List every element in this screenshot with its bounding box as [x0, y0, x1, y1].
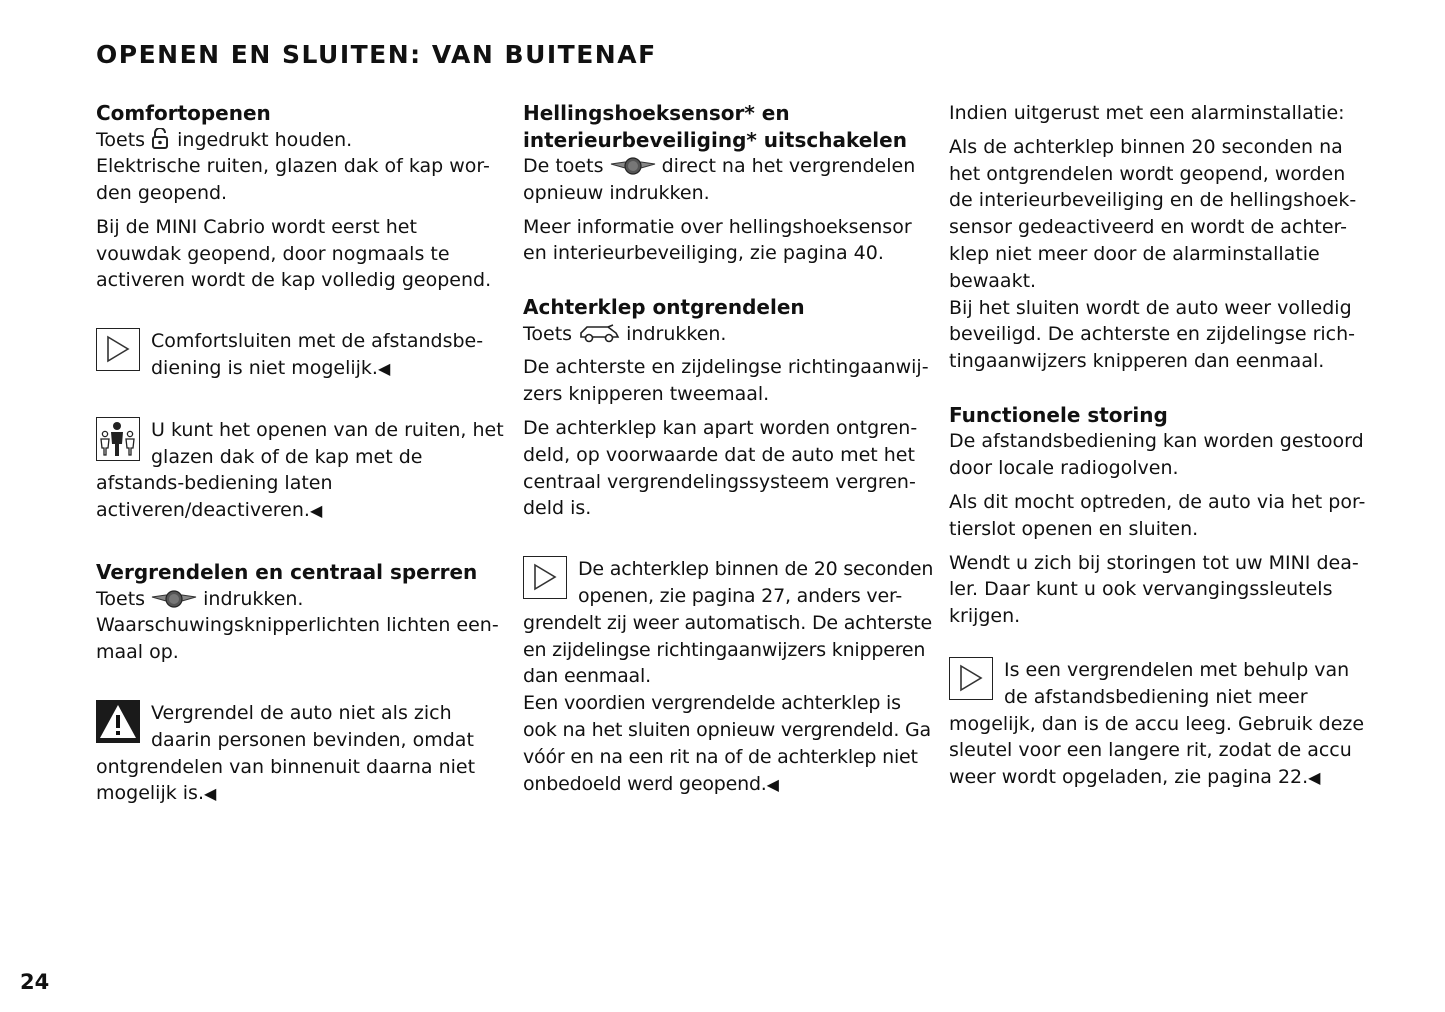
paragraph-cabrio: Bij de MINI Cabrio wordt eerst het vouwdak geopend, door nogmaals te activeren wordt de kap volledig geopend. — [96, 215, 492, 292]
note-comfortsluiten-text: Comfortsluiten met de afstandsbe-diening is niet mogelijk. — [151, 330, 484, 380]
paragraph-vergrendelen — [96, 586, 508, 666]
car-tailgate-icon — [578, 324, 620, 344]
helling-key-text-b: direct na het vergrendelen opnieuw indrukken. — [523, 155, 916, 204]
heading-functionele-storing: Functionele storing — [949, 402, 1168, 427]
heading-achterklep: Achterklep ontgrendelen — [523, 295, 805, 320]
end-of-section-icon: ◀ — [309, 501, 323, 521]
page-number: 24 — [20, 970, 50, 994]
end-of-section-icon: ◀ — [203, 784, 217, 804]
verg-key-text-a: Toets — [96, 587, 146, 610]
note-comfortsluiten — [96, 328, 508, 383]
note-triangle-icon — [523, 556, 567, 599]
alarm-text-a: Als de achterklep binnen 20 seconden na het ontgrendelen wordt geopend, worden de interieurbeveiliging en de hellingshoek-sensor gedeactiveerd en wordt de achter-klep niet meer door de alarminstallatie bewaakt. — [949, 135, 1357, 292]
note-accu — [949, 657, 1369, 792]
comfort-windows-text: Elektrische ruiten, glazen dak of kap wor-den geopend. — [96, 155, 490, 205]
mini-logo-button-icon — [610, 156, 656, 176]
unlock-icon — [151, 128, 171, 150]
ak-key-text-a: Toets — [523, 322, 573, 345]
note-triangle-icon — [96, 328, 140, 371]
column-left — [96, 100, 508, 815]
verg-key-text-b: indrukken. — [203, 587, 304, 610]
end-of-section-icon: ◀ — [1308, 768, 1321, 788]
helling-key-text-a: De toets — [523, 155, 604, 177]
heading-comfortopenen: Comfortopenen — [96, 101, 271, 125]
people-safety-icon — [96, 417, 140, 461]
paragraph-alarm — [949, 134, 1369, 375]
paragraph-storing-radio: De afstandsbediening kan worden gestoord door locale radiogolven. — [949, 430, 1364, 480]
note-triangle-icon — [949, 657, 993, 700]
note-accu-text: Is een vergrendelen met behulp van de afstandsbediening niet meer mogelijk, dan is de accu leeg. Gebruik deze sleutel voor een langere rit, zodat de accu weer wordt opgeladen, zie pagina 22. — [949, 659, 1365, 789]
end-of-section-icon: ◀ — [766, 774, 779, 794]
comfort-key-text-a: Toets — [96, 128, 146, 151]
paragraph-storing-portierslot: Als dit mocht optreden, de auto via het por-tierslot openen en sluiten. — [949, 491, 1366, 540]
paragraph-achterklep-blink: De achterste en zijdelingse richtingaanwij-zers knipperen tweemaal. — [523, 356, 929, 406]
paragraph-achterklep-apart: De achterklep kan apart worden ontgren-deld, op voorwaarde dat de auto met het centraal vergrendelingssysteem vergren-deld is. — [523, 417, 918, 520]
column-middle — [523, 100, 935, 805]
warning-text: Vergrendel de auto niet als zich daarin personen bevinden, omdat ontgrendelen van binnenuit daarna niet mogelijk is. — [96, 701, 476, 805]
warning-vergrendel — [96, 700, 508, 808]
paragraph-comfort-key — [96, 127, 508, 207]
paragraph-achterklep-key — [523, 321, 935, 348]
paragraph-storing-dealer: Wendt u zich bij storingen tot uw MINI dea-ler. Daar kunt u ook vervangingssleutels krijgen. — [949, 551, 1359, 628]
paragraph-helling-info: Meer informatie over hellingshoeksensor en interieurbeveiliging, zie pagina 40. — [523, 215, 912, 265]
note-achterklep-text-2: Een voordien vergrendelde achterklep is ook na het sluiten opnieuw vergrendeld. Ga vóór en na een rit na of de achterklep niet onbedoeld werd geopend. — [523, 692, 932, 795]
paragraph-helling-key — [523, 153, 935, 207]
note-ruiten — [96, 417, 508, 525]
ak-key-text-b: indrukken. — [626, 322, 727, 345]
heading-hellingshoeksensor: Hellingshoeksensor* en interieurbeveiliging* uitschakelen — [523, 101, 907, 152]
heading-vergrendelen: Vergrendelen en centraal sperren — [96, 560, 478, 585]
warning-triangle-icon — [96, 700, 140, 743]
mini-logo-button-icon — [151, 589, 197, 609]
comfort-key-text-b: ingedrukt houden. — [177, 128, 353, 151]
alarm-text-b: Bij het sluiten wordt de auto weer volledig beveiligd. De achterste en zijdelingse rich-tingaanwijzers knipperen dan eenmaal. — [949, 296, 1356, 373]
column-right — [949, 100, 1369, 799]
note-ruiten-text: U kunt het openen van de ruiten, het glazen dak of de kap met de afstands-bediening laten activeren/deactiveren. — [96, 418, 504, 522]
page-title: OPENEN EN SLUITEN: VAN BUITENAF — [96, 40, 657, 69]
verg-lights-text: Waarschuwingsknipperlichten lichten een-maal op. — [96, 614, 499, 664]
note-achterklep — [523, 556, 935, 798]
end-of-section-icon: ◀ — [377, 359, 391, 379]
note-achterklep-text-1: De achterklep binnen de 20 seconden openen, zie pagina 27, anders ver-grendelt zij weer automatisch. De achterste en zijdelingse richtingaanwijzers knipperen dan eenmaal. — [523, 558, 934, 688]
paragraph-alarm-intro: Indien uitgerust met een alarminstallatie: — [949, 102, 1345, 124]
